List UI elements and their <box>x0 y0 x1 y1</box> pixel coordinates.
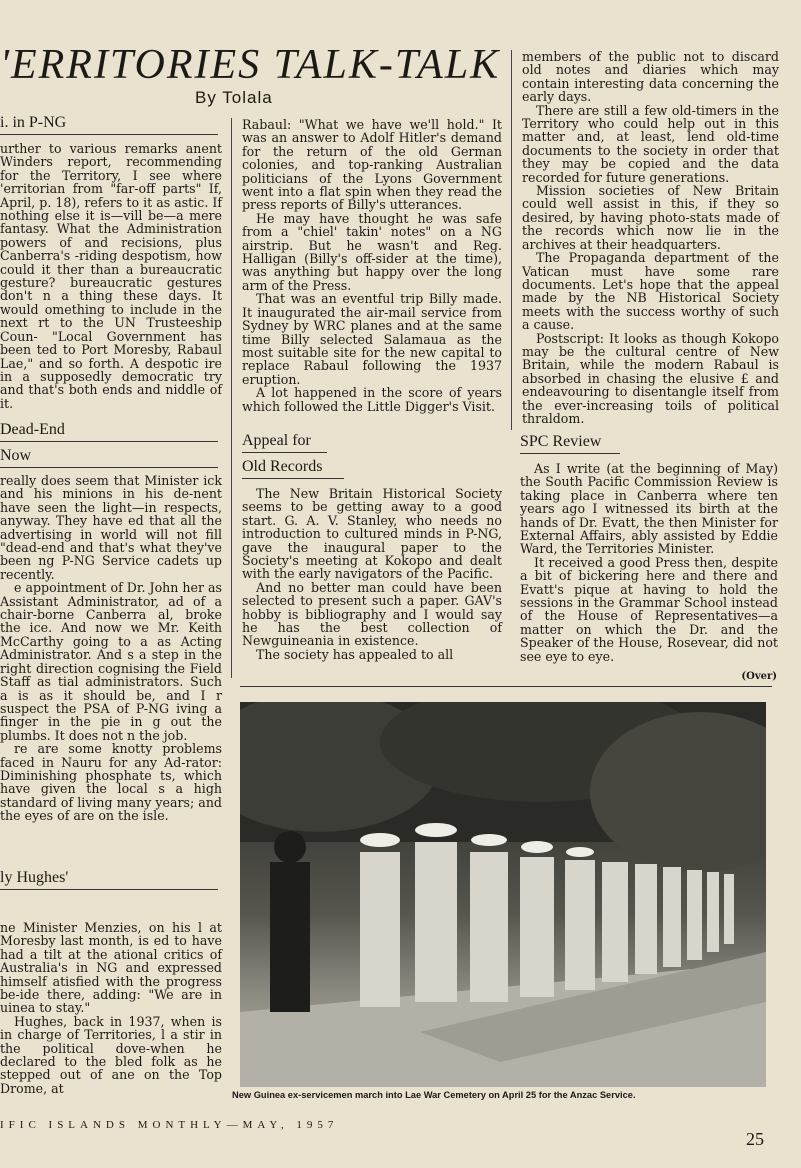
paragraph: That was an eventful trip Billy made. It inaugurated the air-mail service from Sydney by WRC planes and at the same time Billy selected Salamaua as the most suitable site for the new capital to replace Rabaul following the 1937 eruption. <box>242 291 502 387</box>
column-3-spc <box>520 462 778 663</box>
column-3-top <box>522 50 779 425</box>
paragraph: A lot happened in the score of years which followed the Little Digger's Visit. <box>242 385 502 414</box>
continued-marker: (Over) <box>741 671 777 682</box>
column-2-appeal <box>242 487 502 661</box>
paragraph: The society has appealed to all <box>256 646 454 662</box>
column-2-top <box>242 118 502 413</box>
page-footer-masthead: IFIC ISLANDS MONTHLY—MAY, 1957 <box>0 1119 339 1131</box>
section-heading-dead-end: Dead-End <box>0 421 218 442</box>
paragraph: The New Britain Historical Society seems to be getting away to a good start. G. A. V. Stanley, who needs no introduction to cultured minds in P-NG, gave the inaugural paper to the Society's meeting at Kokopo and dealt with the early navigators of the Pacific. <box>242 486 502 582</box>
horizontal-divider <box>240 686 772 687</box>
section-heading-now: Now <box>0 447 218 468</box>
paragraph: re are some knotty problems faced in Nauru for any Ad-rator: Diminishing phosphate ts, which have given the local s a high standard of living many years; and the eyes of are on the isle. <box>0 741 222 824</box>
column-1-hughes <box>0 921 222 1095</box>
photo-illustration <box>240 702 766 1087</box>
paragraph: As I write (at the beginning of May) the South Pacific Commission Review is taking place in Canberra where ten years ago I witnessed its birth at the hands of Dr. Evatt, the then Minister for External Affairs, ably assisted by Eddie Ward, the Territories Minister. <box>520 461 778 557</box>
paragraph: urther to various remarks anent Winders report, recommending for the Territory, I see where 'erritorian from "far-off parts" If, April, p. 18), refers to it as astic. If nothing else it is—vill be—a mere fantasy. What the Administration powers of and recisions, plus Canberra's -riding despotism, how could it ther than a bureaucratic gesture? bureaucratic gestures don't n a thing these days. It would omething to include in the next rt to the UN Trusteeship Coun- "Local Government has been ted to Port Moresby, Rabaul Lae," and so forth. A despotic ire in a supposedly democratic try and that's both ends and niddle of it. <box>0 141 222 411</box>
column-1-intro <box>0 142 222 410</box>
article-title: 'ERRITORIES TALK-TALK <box>0 42 501 88</box>
column-divider <box>511 50 512 430</box>
section-heading-png: i. in P-NG <box>0 114 218 135</box>
section-heading-appeal: Appeal for <box>242 432 327 453</box>
byline: By Tolala <box>195 88 273 107</box>
page-number: 25 <box>746 1129 764 1149</box>
section-heading-spc: SPC Review <box>520 433 620 454</box>
paragraph: Postscript: It looks as though Kokopo may be the cultural centre of New Britain, while the modern Rabaul is absorbed in chasing the elusive £ and endeavouring to disentangle itself from the ever-increasing toils of political thraldom. <box>522 330 779 426</box>
paragraph: It received a good Press then, despite a bit of bickering here and there and Evatt's pique at having to hold the sessions in the Grammar School instead of the House of Representatives—a matter on which the Dr. and the Speaker of the House, Rosevear, did not see eye to eye. <box>520 554 778 664</box>
section-heading-hughes: ly Hughes' <box>0 869 218 890</box>
paragraph: The Propaganda department of the Vatican must have some rare documents. Let's hope that the appeal made by the NB Historical Society meets with the success worthy of such a cause. <box>522 250 779 333</box>
paragraph: Mission societies of New Britain could well assist in this, if they so desired, by having photo-stats made of the records which now lie in the archives at their headquarters. <box>522 183 779 252</box>
paragraph: There are still a few old-timers in the Territory who could help out in this matter and, at least, lend old-time documents to the society in order that they may be copied and the data recorded for future generations. <box>522 102 779 185</box>
paragraph: e appointment of Dr. John her as Assistant Administrator, ad of a chair-borne Canberra al, broke the ice. And now we Mr. Keith McCarthy going to a as Acting Administrator. And s a step in the right direction cognising the Field Staff as tial administrators. Such a is as it should be, and I r suspect the PSA of P-NG iving a finger in the pie in g out the plumbs. It does not n the job. <box>0 580 222 743</box>
paragraph: members of the public not to discard old notes and diaries which may contain interesting data concerning the early days. <box>522 49 779 105</box>
paragraph: ne Minister Menzies, on his l at Moresby last month, is ed to have had a tilt at the ational critics of Australia's in NG and expressed himself atisfied with the progress be-ide there, adding: "We are in uinea to stay." <box>0 920 222 1016</box>
paragraph: Rabaul: "What we have we'll hold." It was an answer to Adolf Hitler's demand for the return of the old German colonies, and top-ranking Australian politicians of the Lyons Government went into a flat spin when they read the press reports of Billy's utterances. <box>242 117 502 213</box>
section-heading-old-records: Old Records <box>242 458 344 479</box>
column-1-now <box>0 474 222 823</box>
paragraph: He may have thought he was safe from a "chiel' takin' notes" on a NG airstrip. But he wasn't and Reg. Halligan (Billy's off-sider at the time), was anything but happy over the long arm of the Press. <box>242 210 502 293</box>
column-divider <box>231 118 232 678</box>
paragraph: And no better man could have been selected to present such a paper. GAV's hobby is bibliography and I would say he has the best collection of Newguineania in existence. <box>242 579 502 649</box>
paragraph: Hughes, back in 1937, when is in charge of Territories, l a stir in the political dove-when he declared to the bled folk as he stepped out of ane on the Top Drome, at <box>0 1013 222 1096</box>
photo-caption: New Guinea ex-servicemen march into Lae War Cemetery on April 25 for the Anzac Service. <box>232 1090 636 1100</box>
paragraph: really does seem that Minister ick and his minions in his de-nent have seen the light—in respects, anyway. They have ed that all the advertising in world will not fill "dead-end and that's what they've been ng P-NG Service cadets up recently. <box>0 473 222 582</box>
photograph-anzac-march <box>240 702 766 1087</box>
